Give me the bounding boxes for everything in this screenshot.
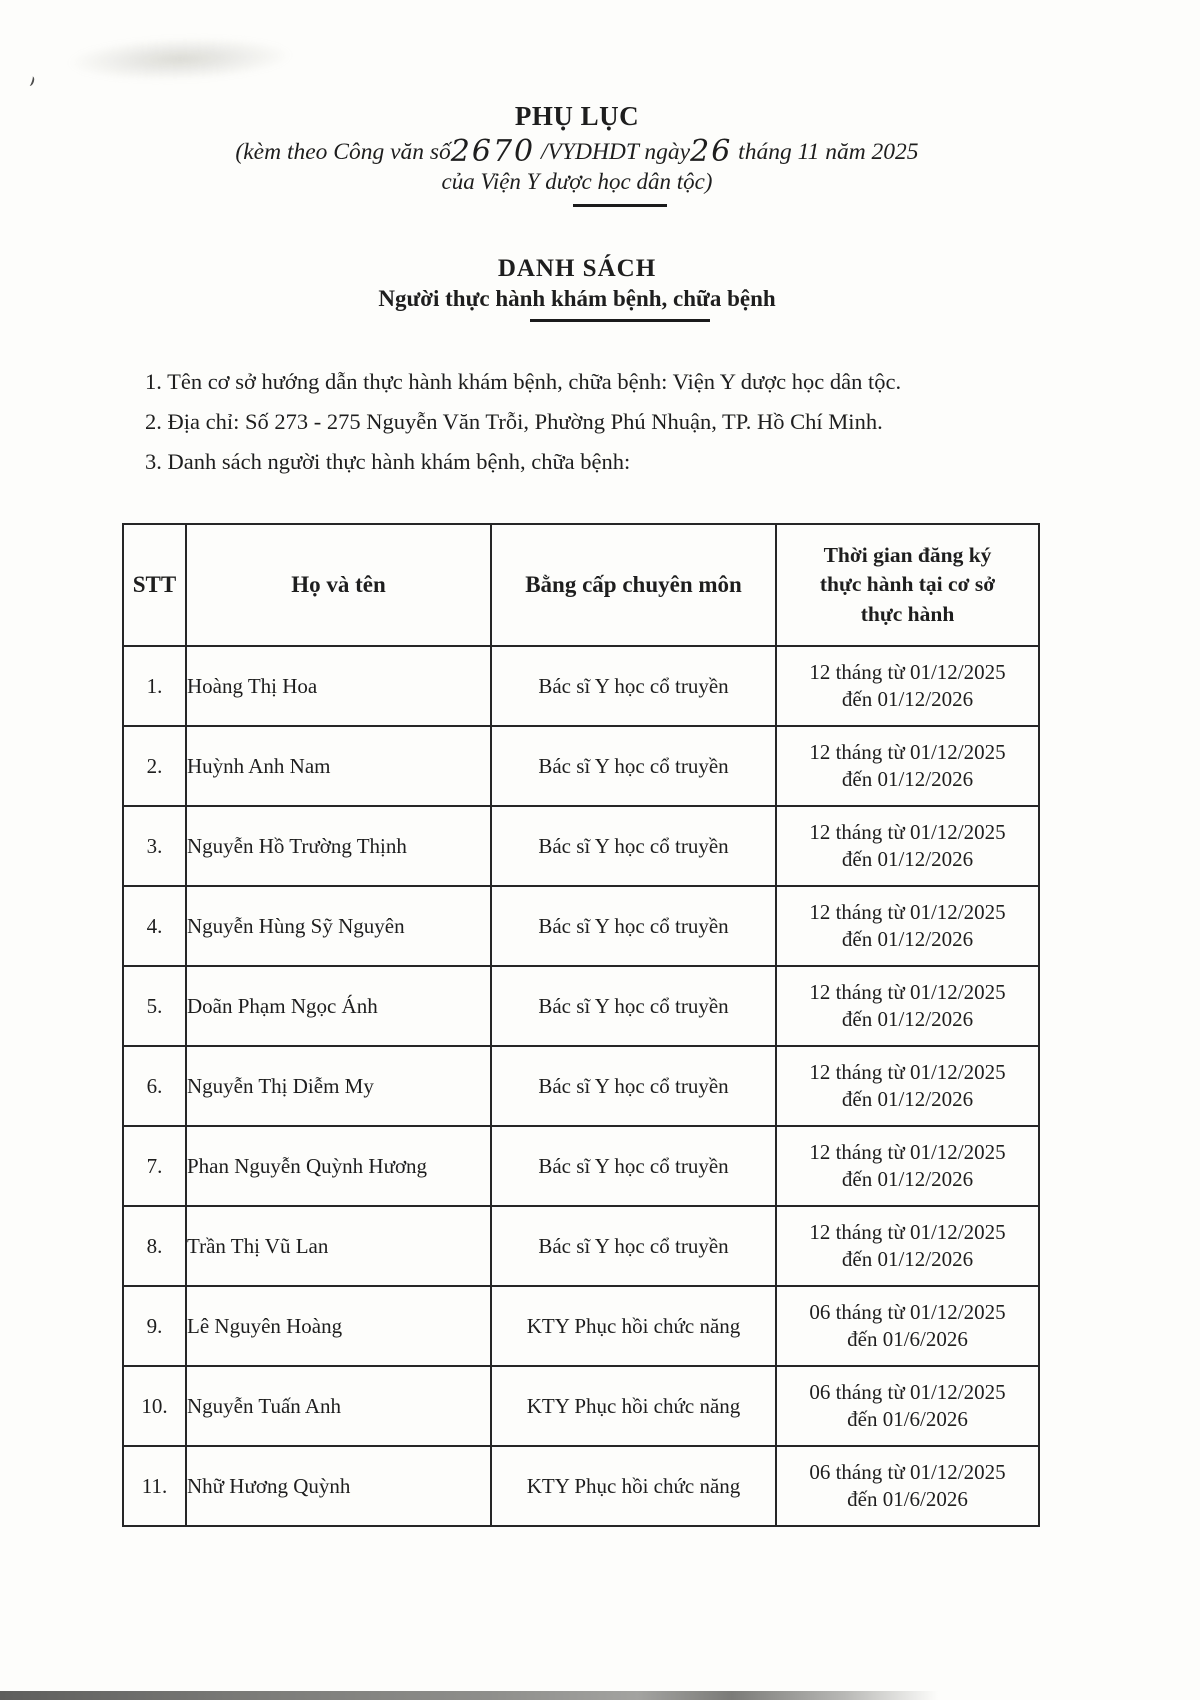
cell-period: [776, 646, 1039, 726]
cell-period: [776, 1286, 1039, 1366]
table-row: [123, 1286, 1039, 1366]
cell-period: [776, 726, 1039, 806]
reference-line-post: tháng 11 năm 2025: [732, 139, 919, 165]
cell-degree: Bác sĩ Y học cổ truyền: [491, 966, 776, 1046]
cell-stt: 1.: [123, 646, 186, 726]
cell-stt: 2.: [123, 726, 186, 806]
cell-degree: Bác sĩ Y học cổ truyền: [491, 726, 776, 806]
cell-stt: 4.: [123, 886, 186, 966]
issuing-org-line: của Viện Y dược học dân tộc): [441, 169, 713, 194]
period-line-2: đến 01/12/2026: [841, 687, 974, 711]
heading-underline-rule: [530, 319, 710, 322]
reference-line-pre: (kèm theo Công văn số: [235, 139, 451, 165]
handwritten-doc-number: 2670: [450, 134, 536, 169]
cell-stt: 3.: [123, 806, 186, 886]
cell-degree: Bác sĩ Y học cổ truyền: [491, 1126, 776, 1206]
period-line-1: 12 tháng từ 01/12/2025: [809, 1219, 1006, 1244]
cell-period: [776, 886, 1039, 966]
cell-period: [776, 806, 1039, 886]
cell-name: Doãn Phạm Ngọc Ánh: [186, 966, 491, 1046]
list-heading: DANH SÁCH: [497, 255, 657, 282]
cell-name: Huỳnh Anh Nam: [186, 726, 491, 806]
period-line-2: đến 01/12/2026: [841, 767, 974, 791]
period-line-1: 12 tháng từ 01/12/2025: [809, 1059, 1006, 1084]
cell-name: Hoàng Thị Hoa: [186, 646, 491, 726]
cell-degree: Bác sĩ Y học cổ truyền: [491, 886, 776, 966]
cell-name: Lê Nguyên Hoàng: [186, 1286, 491, 1366]
header-period-line-1: Thời gian đăng ký: [823, 543, 992, 568]
cell-period: [776, 966, 1039, 1046]
cell-degree: Bác sĩ Y học cổ truyền: [491, 1046, 776, 1126]
header-cell-period: [776, 524, 1039, 646]
table-row: [123, 726, 1039, 806]
cell-name: Nguyễn Tuấn Anh: [186, 1366, 491, 1446]
period-line-1: 06 tháng từ 01/12/2025: [809, 1379, 1006, 1404]
cell-period: [776, 1126, 1039, 1206]
cell-name: Nguyễn Thị Diễm My: [186, 1046, 491, 1126]
period-line-2: đến 01/12/2026: [841, 1167, 974, 1191]
cell-period: [776, 1046, 1039, 1126]
reference-line-mid: /VYDHDT ngày: [535, 139, 691, 165]
cell-period: [776, 1446, 1039, 1526]
intro-item-address: 2. Địa chỉ: Số 273 - 275 Nguyễn Văn Trỗi, Phường Phú Nhuận, TP. Hồ Chí Minh.: [145, 409, 883, 434]
cell-degree: KTY Phục hồi chức năng: [491, 1366, 776, 1446]
period-line-1: 12 tháng từ 01/12/2025: [809, 1139, 1006, 1164]
practitioner-table-body: [123, 646, 1039, 1526]
intro-item-facility: 1. Tên cơ sở hướng dẫn thực hành khám bệnh, chữa bệnh: Viện Y dược học dân tộc.: [145, 369, 902, 394]
list-subheading: Người thực hành khám bệnh, chữa bệnh: [378, 286, 776, 311]
cell-stt: 8.: [123, 1206, 186, 1286]
cell-stt: 5.: [123, 966, 186, 1046]
table-row: [123, 1446, 1039, 1526]
period-line-2: đến 01/12/2026: [841, 847, 974, 871]
intro-item-list-label: 3. Danh sách người thực hành khám bệnh, chữa bệnh:: [145, 449, 631, 474]
header-period-line-3: thực hành: [860, 601, 955, 626]
table-row: [123, 1366, 1039, 1446]
period-line-1: 12 tháng từ 01/12/2025: [809, 659, 1006, 684]
table-row: [123, 1206, 1039, 1286]
header-period-line-2: thực hành tại cơ sở: [819, 572, 996, 597]
period-line-2: đến 01/12/2026: [841, 1247, 974, 1271]
period-line-2: đến 01/6/2026: [847, 1407, 968, 1431]
practitioner-table: [122, 523, 1040, 1527]
period-line-2: đến 01/12/2026: [841, 1087, 974, 1111]
header-cell-degree: Bằng cấp chuyên môn: [491, 524, 776, 646]
period-line-1: 12 tháng từ 01/12/2025: [809, 739, 1006, 764]
cell-period: [776, 1206, 1039, 1286]
period-line-1: 06 tháng từ 01/12/2025: [809, 1299, 1006, 1324]
cell-stt: 11.: [123, 1446, 186, 1526]
period-line-2: đến 01/12/2026: [841, 1007, 974, 1031]
period-line-2: đến 01/12/2026: [841, 927, 974, 951]
cell-name: Nguyễn Hùng Sỹ Nguyên: [186, 886, 491, 966]
cell-degree: Bác sĩ Y học cổ truyền: [491, 1206, 776, 1286]
cell-period: [776, 1366, 1039, 1446]
period-line-2: đến 01/6/2026: [847, 1327, 968, 1351]
cell-degree: KTY Phục hồi chức năng: [491, 1446, 776, 1526]
cell-degree: KTY Phục hồi chức năng: [491, 1286, 776, 1366]
period-line-1: 12 tháng từ 01/12/2025: [809, 899, 1006, 924]
cell-stt: 10.: [123, 1366, 186, 1446]
period-line-1: 06 tháng từ 01/12/2025: [809, 1459, 1006, 1484]
table-row: [123, 646, 1039, 726]
table-row: [123, 886, 1039, 966]
period-line-2: đến 01/6/2026: [847, 1487, 968, 1511]
header-cell-name: Họ và tên: [186, 524, 491, 646]
period-line-1: 12 tháng từ 01/12/2025: [809, 979, 1006, 1004]
scan-artifact-smudge: [69, 34, 290, 84]
cell-stt: 9.: [123, 1286, 186, 1366]
scan-edge-strip: [0, 1691, 938, 1700]
cell-stt: 6.: [123, 1046, 186, 1126]
table-row: [123, 966, 1039, 1046]
header-cell-stt: STT: [123, 524, 186, 646]
cell-name: Nhữ Hương Quỳnh: [186, 1446, 491, 1526]
cell-name: Phan Nguyễn Quỳnh Hương: [186, 1126, 491, 1206]
org-underline-rule: [573, 204, 667, 207]
table-row: [123, 1126, 1039, 1206]
intro-items: [145, 362, 1200, 482]
cell-name: Nguyễn Hồ Trường Thịnh: [186, 806, 491, 886]
period-line-1: 12 tháng từ 01/12/2025: [809, 819, 1006, 844]
cell-stt: 7.: [123, 1126, 186, 1206]
handwritten-day: 26: [690, 134, 733, 169]
table-row: [123, 806, 1039, 886]
cell-name: Trần Thị Vũ Lan: [186, 1206, 491, 1286]
appendix-title: PHỤ LỤC: [514, 101, 640, 131]
cell-degree: Bác sĩ Y học cổ truyền: [491, 806, 776, 886]
table-header-row: [123, 524, 1039, 646]
cell-degree: Bác sĩ Y học cổ truyền: [491, 646, 776, 726]
table-row: [123, 1046, 1039, 1126]
reference-line: [0, 134, 1154, 169]
